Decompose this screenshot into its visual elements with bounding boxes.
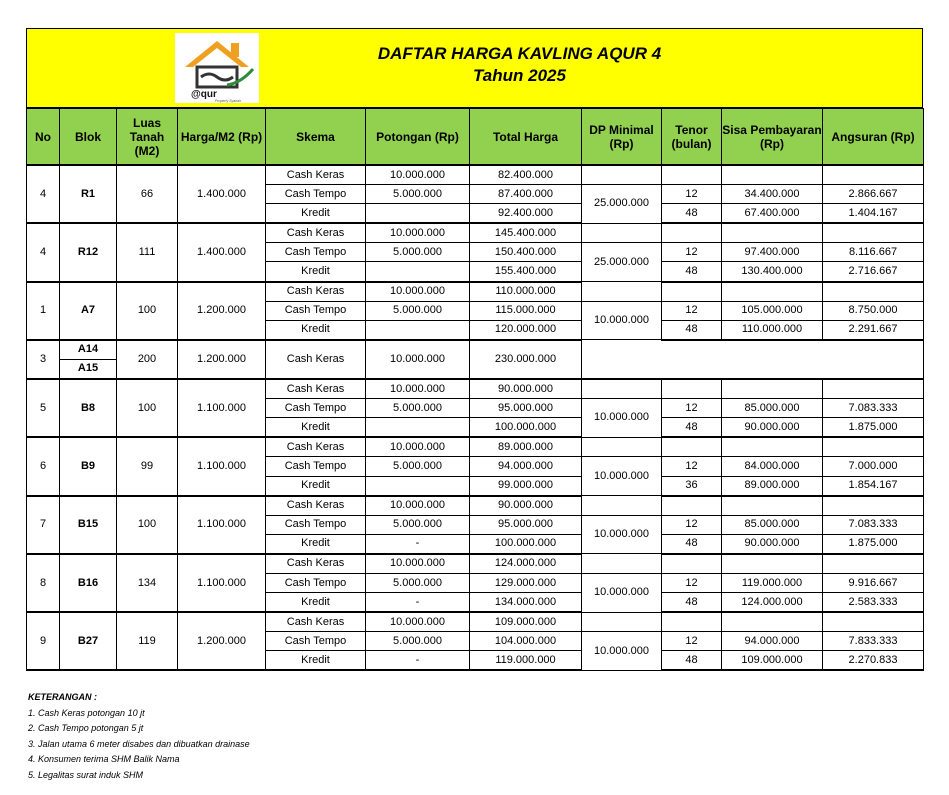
angsuran-cell xyxy=(823,379,924,399)
tenor-cell: 12 xyxy=(662,515,722,534)
tenor-cell xyxy=(662,554,722,574)
aqur-logo xyxy=(175,33,259,103)
total-harga-cell: 115.000.000 xyxy=(470,301,582,320)
svg-text:@qur: @qur xyxy=(191,89,217,100)
skema-cell: Cash Tempo xyxy=(266,573,366,592)
angsuran-cell: 8.750.000 xyxy=(823,301,924,320)
dp-cell xyxy=(582,223,662,243)
angsuran-cell: 2.291.667 xyxy=(823,320,924,340)
tenor-cell xyxy=(662,612,722,632)
total-harga-cell: 94.000.000 xyxy=(470,457,582,476)
no-cell: 7 xyxy=(27,496,60,554)
angsuran-cell: 2.716.667 xyxy=(823,262,924,282)
total-harga-cell: 110.000.000 xyxy=(470,282,582,302)
dp-cell: 25.000.000 xyxy=(582,185,662,224)
total-harga-cell: 129.000.000 xyxy=(470,573,582,592)
sisa-cell xyxy=(722,612,823,632)
col-header: Angsuran (Rp) xyxy=(823,109,924,166)
harga-m2-cell: 1.100.000 xyxy=(178,496,266,554)
col-header: DP Minimal (Rp) xyxy=(582,109,662,166)
potongan-cell xyxy=(366,262,470,282)
svg-text:Property Syariah: Property Syariah xyxy=(215,99,242,103)
sisa-cell xyxy=(722,554,823,574)
tenor-cell: 48 xyxy=(662,320,722,340)
no-cell: 1 xyxy=(27,282,60,340)
angsuran-cell xyxy=(823,223,924,243)
angsuran-cell xyxy=(823,554,924,574)
table-row xyxy=(27,165,924,185)
skema-cell: Cash Tempo xyxy=(266,457,366,476)
tenor-cell: 12 xyxy=(662,632,722,651)
skema-cell: Cash Keras xyxy=(266,437,366,457)
total-harga-cell: 124.000.000 xyxy=(470,554,582,574)
potongan-cell: 5.000.000 xyxy=(366,573,470,592)
table-row xyxy=(27,437,924,457)
skema-cell: Cash Keras xyxy=(266,340,366,379)
skema-cell: Kredit xyxy=(266,476,366,496)
potongan-cell: 5.000.000 xyxy=(366,632,470,651)
angsuran-cell: 1.875.000 xyxy=(823,418,924,438)
sisa-cell xyxy=(722,379,823,399)
angsuran-cell xyxy=(823,612,924,632)
luas-cell: 100 xyxy=(117,282,178,340)
total-harga-cell: 119.000.000 xyxy=(470,651,582,671)
sisa-cell: 105.000.000 xyxy=(722,301,823,320)
col-header: Potongan (Rp) xyxy=(366,109,470,166)
potongan-cell xyxy=(366,476,470,496)
blok-cell: B15 xyxy=(60,496,117,554)
skema-cell: Cash Keras xyxy=(266,282,366,302)
harga-m2-cell: 1.200.000 xyxy=(178,612,266,670)
angsuran-cell: 2.583.333 xyxy=(823,593,924,613)
potongan-cell: 10.000.000 xyxy=(366,223,470,243)
dp-cell: 25.000.000 xyxy=(582,243,662,282)
total-harga-cell: 155.400.000 xyxy=(470,262,582,282)
sisa-cell: 94.000.000 xyxy=(722,632,823,651)
title-banner xyxy=(26,28,923,108)
total-harga-cell: 150.400.000 xyxy=(470,243,582,262)
no-cell: 4 xyxy=(27,165,60,223)
angsuran-cell xyxy=(823,437,924,457)
blok-cell: A7 xyxy=(60,282,117,340)
no-cell: 4 xyxy=(27,223,60,281)
blok-cell: A15 xyxy=(60,359,117,379)
dp-cell: 10.000.000 xyxy=(582,301,662,340)
table-row xyxy=(27,612,924,632)
skema-cell: Cash Tempo xyxy=(266,515,366,534)
dp-cell: 10.000.000 xyxy=(582,632,662,671)
potongan-cell: 5.000.000 xyxy=(366,515,470,534)
skema-cell: Kredit xyxy=(266,534,366,554)
luas-cell: 200 xyxy=(117,340,178,379)
total-harga-cell: 90.000.000 xyxy=(470,379,582,399)
angsuran-cell: 9.916.667 xyxy=(823,573,924,592)
luas-cell: 66 xyxy=(117,165,178,223)
sisa-cell: 110.000.000 xyxy=(722,320,823,340)
potongan-cell: 5.000.000 xyxy=(366,243,470,262)
dp-cell xyxy=(582,437,662,457)
skema-cell: Kredit xyxy=(266,593,366,613)
col-header: Luas Tanah (M2) xyxy=(117,109,178,166)
angsuran-cell: 1.854.167 xyxy=(823,476,924,496)
total-harga-cell: 92.400.000 xyxy=(470,204,582,224)
luas-cell: 100 xyxy=(117,379,178,437)
dp-cell xyxy=(582,612,662,632)
potongan-cell: 10.000.000 xyxy=(366,282,470,302)
col-header: Blok xyxy=(60,109,117,166)
skema-cell: Cash Keras xyxy=(266,165,366,185)
blok-cell: R12 xyxy=(60,223,117,281)
angsuran-cell: 7.833.333 xyxy=(823,632,924,651)
potongan-cell: 5.000.000 xyxy=(366,301,470,320)
skema-cell: Cash Keras xyxy=(266,223,366,243)
skema-cell: Kredit xyxy=(266,204,366,224)
no-cell: 8 xyxy=(27,554,60,612)
sisa-cell xyxy=(722,437,823,457)
house-handshake-icon xyxy=(175,33,259,103)
tenor-cell: 12 xyxy=(662,243,722,262)
potongan-cell xyxy=(366,418,470,438)
dp-cell xyxy=(582,554,662,574)
skema-cell: Kredit xyxy=(266,418,366,438)
tenor-cell: 12 xyxy=(662,457,722,476)
title-line-2: Tahun 2025 xyxy=(473,66,566,85)
sisa-cell: 90.000.000 xyxy=(722,418,823,438)
potongan-cell: 5.000.000 xyxy=(366,399,470,418)
note-item: 1. Cash Keras potongan 10 jt xyxy=(28,707,145,718)
potongan-cell: 10.000.000 xyxy=(366,379,470,399)
tenor-cell: 48 xyxy=(662,204,722,224)
dp-cell: 10.000.000 xyxy=(582,457,662,496)
note-item: 2. Cash Tempo potongan 5 jt xyxy=(28,723,144,733)
sisa-cell: 124.000.000 xyxy=(722,593,823,613)
total-harga-cell: 89.000.000 xyxy=(470,437,582,457)
note-item: 3. Jalan utama 6 meter disabes dan dibuatkan drainase xyxy=(28,738,250,749)
tenor-cell xyxy=(662,165,722,185)
sisa-cell xyxy=(722,496,823,516)
price-sheet xyxy=(26,28,923,671)
skema-cell: Kredit xyxy=(266,262,366,282)
blok-cell: A14 xyxy=(60,340,117,360)
total-harga-cell: 100.000.000 xyxy=(470,534,582,554)
blok-cell: B16 xyxy=(60,554,117,612)
angsuran-cell xyxy=(823,496,924,516)
blok-cell: B27 xyxy=(60,612,117,670)
tenor-cell: 36 xyxy=(662,476,722,496)
tenor-cell: 48 xyxy=(662,593,722,613)
luas-cell: 119 xyxy=(117,612,178,670)
potongan-cell: 10.000.000 xyxy=(366,165,470,185)
tenor-cell xyxy=(662,223,722,243)
total-harga-cell: 87.400.000 xyxy=(470,185,582,204)
table-row xyxy=(27,379,924,399)
luas-cell: 134 xyxy=(117,554,178,612)
potongan-cell: 10.000.000 xyxy=(366,612,470,632)
note-item: 5. Legalitas surat induk SHM xyxy=(28,769,144,780)
col-header: Sisa Pembayaran (Rp) xyxy=(722,109,823,166)
dp-cell: 10.000.000 xyxy=(582,515,662,554)
dp-cell xyxy=(582,282,662,302)
harga-m2-cell: 1.400.000 xyxy=(178,223,266,281)
tenor-cell: 12 xyxy=(662,301,722,320)
angsuran-cell: 7.083.333 xyxy=(823,399,924,418)
harga-m2-cell: 1.100.000 xyxy=(178,379,266,437)
total-harga-cell: 109.000.000 xyxy=(470,612,582,632)
skema-cell: Cash Keras xyxy=(266,379,366,399)
potongan-cell: 5.000.000 xyxy=(366,185,470,204)
total-harga-cell: 120.000.000 xyxy=(470,320,582,340)
empty-cell xyxy=(582,340,924,379)
blok-cell: B8 xyxy=(60,379,117,437)
harga-m2-cell: 1.100.000 xyxy=(178,437,266,495)
col-header: Skema xyxy=(266,109,366,166)
potongan-cell: 10.000.000 xyxy=(366,496,470,516)
potongan-cell: 10.000.000 xyxy=(366,340,470,379)
angsuran-cell: 2.866.667 xyxy=(823,185,924,204)
sisa-cell: 34.400.000 xyxy=(722,185,823,204)
sisa-cell: 67.400.000 xyxy=(722,204,823,224)
dp-cell: 10.000.000 xyxy=(582,399,662,438)
angsuran-cell: 7.000.000 xyxy=(823,457,924,476)
total-harga-cell: 145.400.000 xyxy=(470,223,582,243)
tenor-cell: 12 xyxy=(662,399,722,418)
col-header: Total Harga xyxy=(470,109,582,166)
angsuran-cell: 2.270.833 xyxy=(823,651,924,671)
total-harga-cell: 99.000.000 xyxy=(470,476,582,496)
total-harga-cell: 104.000.000 xyxy=(470,632,582,651)
no-cell: 6 xyxy=(27,437,60,495)
notes-heading: KETERANGAN : xyxy=(28,692,97,702)
tenor-cell xyxy=(662,379,722,399)
potongan-cell xyxy=(366,320,470,340)
table-row xyxy=(27,223,924,243)
skema-cell: Cash Tempo xyxy=(266,399,366,418)
tenor-cell: 48 xyxy=(662,534,722,554)
tenor-cell: 12 xyxy=(662,573,722,592)
tenor-cell xyxy=(662,496,722,516)
skema-cell: Cash Keras xyxy=(266,612,366,632)
table-body xyxy=(27,165,924,670)
harga-m2-cell: 1.200.000 xyxy=(178,340,266,379)
luas-cell: 100 xyxy=(117,496,178,554)
col-header: Tenor (bulan) xyxy=(662,109,722,166)
sisa-cell: 90.000.000 xyxy=(722,534,823,554)
blok-cell: R1 xyxy=(60,165,117,223)
tenor-cell xyxy=(662,282,722,302)
potongan-cell: - xyxy=(366,593,470,613)
skema-cell: Cash Tempo xyxy=(266,185,366,204)
table-row xyxy=(27,554,924,574)
angsuran-cell: 1.404.167 xyxy=(823,204,924,224)
skema-cell: Cash Tempo xyxy=(266,301,366,320)
angsuran-cell: 8.116.667 xyxy=(823,243,924,262)
tenor-cell: 48 xyxy=(662,262,722,282)
tenor-cell: 12 xyxy=(662,185,722,204)
dp-cell xyxy=(582,496,662,516)
skema-cell: Kredit xyxy=(266,320,366,340)
dp-cell xyxy=(582,379,662,399)
dp-cell xyxy=(582,165,662,185)
sisa-cell: 97.400.000 xyxy=(722,243,823,262)
title-line-1: DAFTAR HARGA KAVLING AQUR 4 xyxy=(377,44,662,63)
col-header: No xyxy=(27,109,60,166)
sisa-cell: 109.000.000 xyxy=(722,651,823,671)
angsuran-cell xyxy=(823,282,924,302)
table-row xyxy=(27,496,924,516)
sisa-cell xyxy=(722,165,823,185)
sisa-cell: 85.000.000 xyxy=(722,515,823,534)
luas-cell: 111 xyxy=(117,223,178,281)
total-harga-cell: 100.000.000 xyxy=(470,418,582,438)
tenor-cell: 48 xyxy=(662,418,722,438)
angsuran-cell xyxy=(823,165,924,185)
total-harga-cell: 82.400.000 xyxy=(470,165,582,185)
total-harga-cell: 230.000.000 xyxy=(470,340,582,379)
potongan-cell: 10.000.000 xyxy=(366,554,470,574)
note-item: 4. Konsumen terima SHM Balik Nama xyxy=(28,754,180,764)
harga-m2-cell: 1.400.000 xyxy=(178,165,266,223)
tenor-cell xyxy=(662,437,722,457)
blok-cell: B9 xyxy=(60,437,117,495)
sisa-cell xyxy=(722,282,823,302)
skema-cell: Cash Tempo xyxy=(266,243,366,262)
sisa-cell: 130.400.000 xyxy=(722,262,823,282)
harga-m2-cell: 1.100.000 xyxy=(178,554,266,612)
table-row xyxy=(27,282,924,302)
sisa-cell xyxy=(722,223,823,243)
table-row xyxy=(27,340,924,360)
no-cell: 3 xyxy=(27,340,60,379)
sisa-cell: 89.000.000 xyxy=(722,476,823,496)
dp-cell: 10.000.000 xyxy=(582,573,662,612)
no-cell: 9 xyxy=(27,612,60,670)
col-header: Harga/M2 (Rp) xyxy=(178,109,266,166)
table-header-row xyxy=(27,109,924,166)
total-harga-cell: 90.000.000 xyxy=(470,496,582,516)
total-harga-cell: 95.000.000 xyxy=(470,399,582,418)
sisa-cell: 85.000.000 xyxy=(722,399,823,418)
potongan-cell: - xyxy=(366,651,470,671)
angsuran-cell: 1.875.000 xyxy=(823,534,924,554)
potongan-cell xyxy=(366,204,470,224)
sisa-cell: 84.000.000 xyxy=(722,457,823,476)
skema-cell: Cash Tempo xyxy=(266,632,366,651)
potongan-cell: 10.000.000 xyxy=(366,437,470,457)
skema-cell: Cash Keras xyxy=(266,496,366,516)
tenor-cell: 48 xyxy=(662,651,722,671)
total-harga-cell: 134.000.000 xyxy=(470,593,582,613)
sisa-cell: 119.000.000 xyxy=(722,573,823,592)
potongan-cell: 5.000.000 xyxy=(366,457,470,476)
harga-m2-cell: 1.200.000 xyxy=(178,282,266,340)
notes-section xyxy=(28,690,250,783)
page-title xyxy=(267,43,772,87)
price-table xyxy=(26,108,924,671)
skema-cell: Cash Keras xyxy=(266,554,366,574)
potongan-cell: - xyxy=(366,534,470,554)
skema-cell: Kredit xyxy=(266,651,366,671)
no-cell: 5 xyxy=(27,379,60,437)
total-harga-cell: 95.000.000 xyxy=(470,515,582,534)
angsuran-cell: 7.083.333 xyxy=(823,515,924,534)
luas-cell: 99 xyxy=(117,437,178,495)
